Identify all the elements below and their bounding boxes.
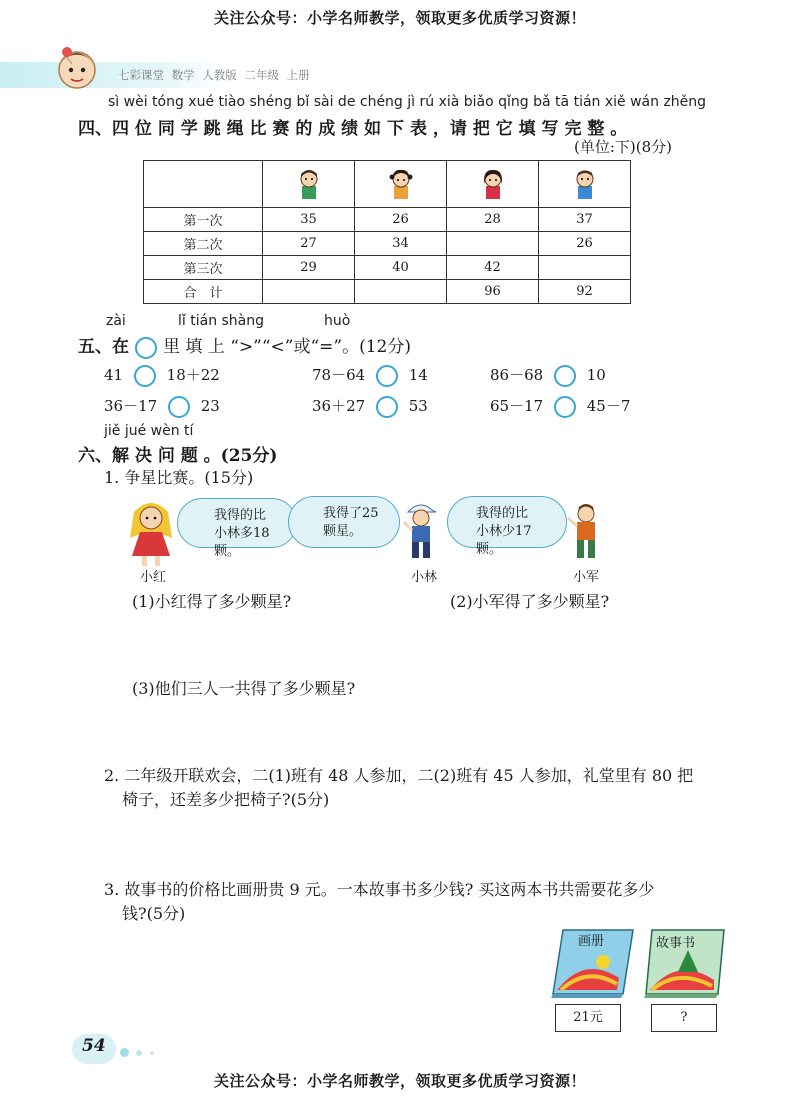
page-number: 54 — [82, 1036, 106, 1056]
compare-right: 45－7 — [586, 397, 631, 415]
bubble-xiaojun-text: 我得的比 小林少17颗。 — [476, 506, 532, 557]
answer-circle[interactable] — [376, 396, 398, 418]
compare-right: 10 — [586, 366, 606, 384]
section5-pinyin-zai: zài — [106, 313, 126, 329]
compare-left: 86－68 — [490, 366, 544, 384]
table-cell: 28 — [447, 208, 539, 232]
table-row — [144, 232, 631, 256]
page-dot — [120, 1048, 129, 1057]
table-cell: 42 — [447, 256, 539, 280]
bubble-xiaolin-text: 我得了25 颗星。 — [323, 506, 379, 539]
compare-right: 18＋22 — [166, 366, 220, 384]
boy-avatar-icon — [297, 168, 321, 200]
header-grade: 二年级 — [244, 68, 279, 82]
answer-cell[interactable] — [447, 232, 539, 256]
xiaolin-figure-icon — [402, 500, 440, 562]
section6-pinyin: jiě jué wèn tí — [104, 423, 194, 439]
row-label: 第二次 — [144, 232, 263, 256]
compare-item-6 — [490, 395, 630, 418]
header-series: 七彩课堂 — [118, 68, 164, 82]
compare-right: 53 — [408, 397, 428, 415]
answer-cell[interactable] — [355, 280, 447, 304]
answer-circle[interactable] — [554, 396, 576, 418]
speech-bubble-xiaohong — [177, 498, 297, 559]
table-cell: 34 — [355, 232, 447, 256]
section4-pinyin: sì wèi tóng xué tiào shéng bǐ sài de chéng jì rú xià biǎo qǐng bǎ tā tián xiě wán zhěng — [108, 94, 707, 110]
q3-line2: 钱?(5分) — [122, 904, 186, 923]
row-label: 合 计 — [144, 280, 263, 304]
page-dot — [150, 1051, 154, 1055]
section4-title: 四、四 位 同 学 跳 绳 比 赛 的 成 绩 如 下 表 ，请 把 它 填 写 完 整 。 — [78, 119, 628, 139]
compare-left: 36＋27 — [312, 397, 366, 415]
table-cell: 35 — [263, 208, 355, 232]
compare-left: 65－17 — [490, 397, 544, 415]
table-row — [144, 256, 631, 280]
answer-circle[interactable] — [376, 365, 398, 387]
header-subject: 数学 — [171, 68, 195, 82]
answer-circle[interactable] — [168, 396, 190, 418]
table-corner-cell — [144, 161, 263, 208]
table-header-row — [144, 161, 631, 208]
table-row-total — [144, 280, 631, 304]
table-cell: 29 — [263, 256, 355, 280]
speech-bubble-xiaojun — [447, 496, 567, 557]
name-xiaojun: 小军 — [573, 570, 600, 585]
section5-pinyin-litian: lǐ tián shàng — [178, 313, 265, 329]
compare-left: 36－17 — [104, 397, 158, 415]
bubble-text — [192, 507, 282, 561]
table-header-kid2 — [355, 161, 447, 208]
section4-unit: (单位:下)(8分) — [574, 138, 673, 156]
score-table — [143, 160, 631, 304]
table-header-kid4 — [539, 161, 631, 208]
compare-item-2 — [312, 364, 428, 387]
header-info — [118, 67, 310, 83]
girl-avatar-icon — [389, 168, 413, 200]
table-cell: 96 — [447, 280, 539, 304]
page-dot — [136, 1050, 142, 1056]
q1-sub1: (1)小红得了多少颗星? — [132, 592, 292, 611]
q1-sub2: (2)小军得了多少颗星? — [450, 592, 610, 611]
section6-title: 六、解 决 问 题 。(25分) — [78, 446, 278, 466]
name-xiaohong: 小红 — [140, 570, 167, 585]
compare-right: 14 — [408, 366, 428, 384]
boy-avatar-icon — [573, 168, 597, 200]
table-cell: 26 — [539, 232, 631, 256]
bubble-xiaohong-text: 我得的比 小林多18颗。 — [214, 508, 270, 559]
book1-price: 21元 — [555, 1004, 621, 1032]
table-header-kid1 — [263, 161, 355, 208]
compare-item-5 — [312, 395, 428, 418]
promo-banner-bottom: 关注公众号：小学名师教学，领取更多优质学习资源！ — [213, 1072, 586, 1090]
answer-cell[interactable] — [539, 256, 631, 280]
bubble-text — [303, 505, 385, 541]
compare-item-4 — [104, 395, 220, 418]
xiaohong-figure-icon — [120, 498, 182, 568]
bubble-text — [462, 505, 552, 559]
blank-circle-icon — [135, 337, 157, 359]
q3-line1: 3. 故事书的价格比画册贵 9 元。一本故事书多少钱? 买这两本书共需要花多少 — [104, 880, 655, 899]
table-cell: 40 — [355, 256, 447, 280]
compare-left: 78－64 — [312, 366, 366, 384]
row-label: 第三次 — [144, 256, 263, 280]
book2-title: 故事书 — [656, 936, 696, 951]
book2-price: ? — [651, 1004, 717, 1032]
answer-cell[interactable] — [263, 280, 355, 304]
table-row — [144, 208, 631, 232]
q2-line2: 椅子，还差多少把椅子?(5分) — [122, 790, 330, 809]
promo-banner-top: 关注公众号：小学名师教学，领取更多优质学习资源！ — [213, 9, 586, 27]
girl-avatar-icon — [481, 168, 505, 200]
header-edition: 人教版 — [202, 68, 237, 82]
table-cell: 27 — [263, 232, 355, 256]
answer-circle[interactable] — [134, 365, 156, 387]
table-header-kid3 — [447, 161, 539, 208]
header-term: 上册 — [286, 68, 310, 82]
q2-line1: 2. 二年级开联欢会，二(1)班有 48 人参加，二(2)班有 45 人参加，礼堂里有 80 把 — [104, 766, 694, 785]
mascot-icon — [50, 40, 108, 94]
section5-pinyin-huo: huò — [324, 313, 351, 329]
name-xiaolin: 小林 — [411, 570, 438, 585]
section5-title-b: 里 填 上 “>”“<”或“=”。(12分) — [163, 337, 411, 357]
compare-right: 23 — [200, 397, 220, 415]
compare-item-3 — [490, 364, 606, 387]
table-cell: 37 — [539, 208, 631, 232]
q1-title: 1. 争星比赛。(15分) — [104, 468, 254, 487]
answer-circle[interactable] — [554, 365, 576, 387]
compare-left: 41 — [104, 366, 124, 384]
xiaojun-figure-icon — [566, 500, 606, 564]
compare-item-1 — [104, 364, 220, 387]
section5-title-a: 五、在 — [78, 337, 129, 357]
book1-title: 画册 — [578, 934, 605, 949]
speech-bubble-xiaolin — [288, 496, 400, 548]
table-cell: 26 — [355, 208, 447, 232]
q1-sub3: (3)他们三人一共得了多少颗星? — [132, 679, 356, 698]
table-cell: 92 — [539, 280, 631, 304]
row-label: 第一次 — [144, 208, 263, 232]
section5-title — [78, 332, 411, 359]
